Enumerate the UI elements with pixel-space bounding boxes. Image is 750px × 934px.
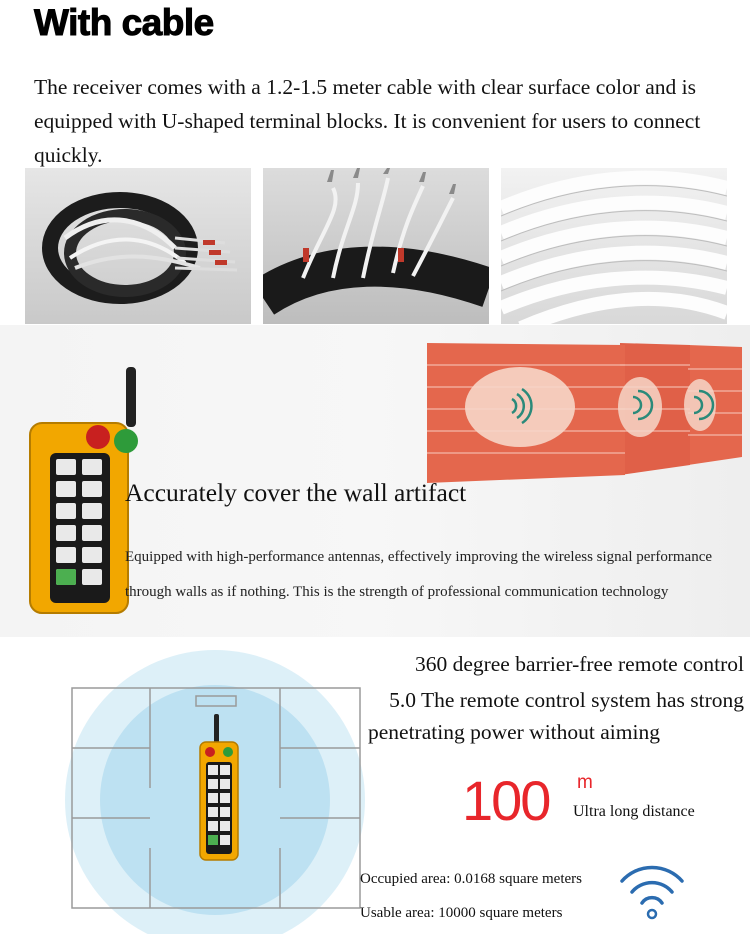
distance-unit: m — [577, 772, 593, 793]
range-line-3: penetrating power without aiming — [368, 720, 660, 744]
wall-section-description: Equipped with high-performance antennas, effectively improving the wireless signal performance through walls as if nothing. This is the strength of professional communication technology — [125, 549, 713, 600]
cable-description: The receiver comes with a 1.2-1.5 meter cable with clear surface color and is equipped with U-shaped terminal blocks. It is convenient for users to connect quickly. — [34, 75, 701, 167]
usable-area-text: Usable area: 10000 square meters — [360, 905, 563, 921]
cable-coil-photo — [25, 168, 251, 324]
range-section-background — [0, 638, 750, 934]
distance-label: Ultra long distance — [573, 803, 695, 820]
occupied-area-text: Occupied area: 0.0168 square meters — [360, 871, 582, 887]
section-title-with-cable: With cable — [34, 2, 214, 43]
wifi-signal-icon — [622, 867, 682, 918]
wall-section-title: Accurately cover the wall artifact — [125, 478, 467, 507]
distance-value: 100 — [462, 769, 550, 832]
range-line-2: 5.0 The remote control system has strong — [389, 688, 744, 712]
remote-control-icon — [30, 367, 138, 613]
brick-wall-icon — [427, 343, 742, 483]
range-heading: 360 degree barrier-free remote control — [414, 652, 744, 676]
white-wire-photo — [501, 168, 727, 324]
u-terminal-photo — [263, 168, 489, 324]
